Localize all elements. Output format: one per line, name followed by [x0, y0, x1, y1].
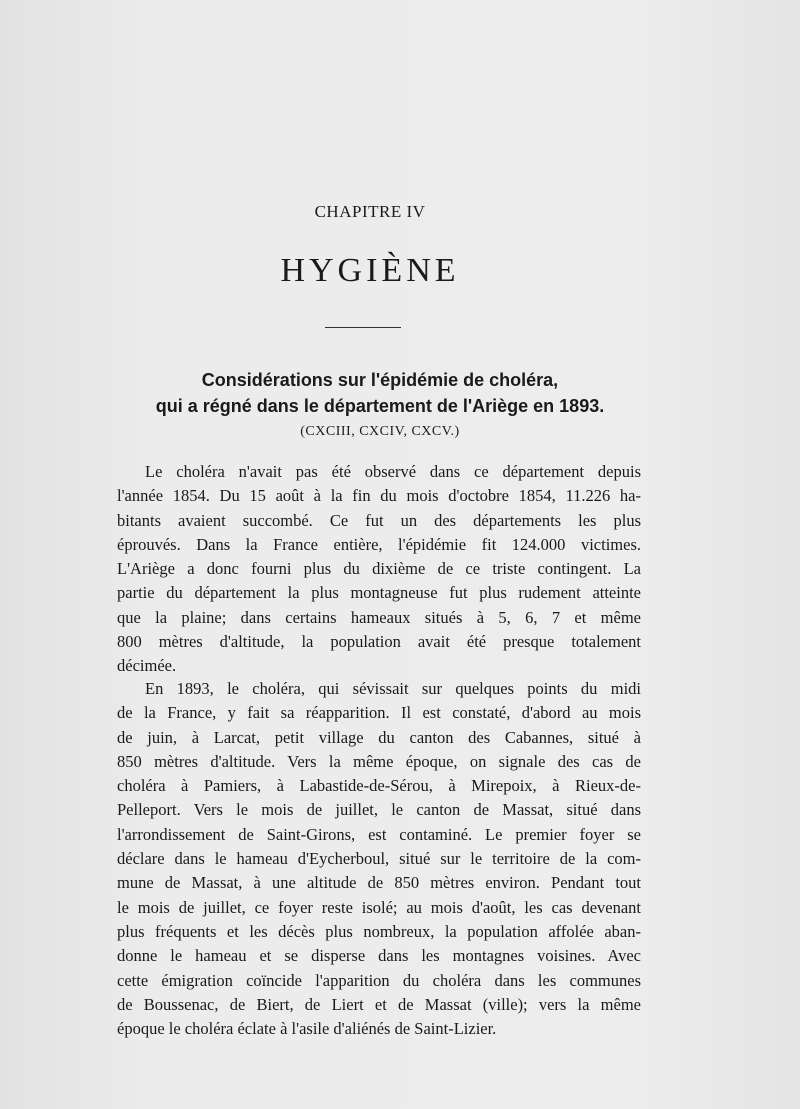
text-line: choléra à Pamiers, à Labastide-de-Sérou, à Mirepoix, à Rieux-de- [117, 776, 641, 796]
text-line: de Boussenac, de Biert, de Liert et de Massat (ville); vers la même [117, 994, 641, 1014]
text-line: 800 mètres d'altitude, la population avait été presque totalement [117, 632, 641, 652]
text-line: L'Ariège a donc fourni plus du dixième de ce triste contingent. La [117, 559, 641, 579]
title-divider [325, 327, 401, 328]
section-heading [120, 367, 640, 419]
text-line: donne le hameau et se disperse dans les montagnes voisines. Avec [117, 946, 641, 966]
section-references: (CXCIII, CXCIV, CXCV.) [300, 424, 460, 439]
text-line: En 1893, le choléra, qui sévissait sur quelques points du midi [145, 679, 641, 698]
paragraph-1 [117, 460, 641, 679]
text-line: Pelleport. Vers le mois de juillet, le canton de Massat, situé dans [117, 800, 641, 820]
text-line: de la France, y fait sa réapparition. Il est constaté, d'abord au mois [117, 703, 641, 723]
paragraph-2 [117, 677, 641, 1041]
section-heading-line-2: qui a régné dans le département de l'Ariège en 1893. [155, 396, 605, 416]
text-line: 850 mètres d'altitude. Vers la même époque, on signale des cas de [117, 751, 641, 771]
text-line: époque le choléra éclate à l'asile d'aliénés de Saint-Lizier. [117, 1019, 497, 1039]
text-line: Le choléra n'avait pas été observé dans ce département depuis [145, 462, 641, 481]
text-line: bitants avaient succombé. Ce fut un des départements les plus [117, 510, 641, 530]
chapter-title: HYGIÈNE [280, 252, 460, 289]
text-line: partie du département la plus montagneuse fut plus rudement atteinte [117, 583, 641, 603]
section-heading-line-1: Considérations sur l'épidémie de choléra, [201, 370, 559, 390]
text-line: mune de Massat, à une altitude de 850 mètres environ. Pendant tout [117, 873, 641, 893]
text-line: plus fréquents et les décès plus nombreux, la population affolée aban- [117, 921, 641, 941]
text-line: l'année 1854. Du 15 août à la fin du mois d'octobre 1854, 11.226 ha- [117, 486, 641, 506]
chapter-label: CHAPITRE IV [314, 202, 426, 221]
text-line: que la plaine; dans certains hameaux situés à 5, 6, 7 et même [117, 607, 641, 627]
text-line: le mois de juillet, ce foyer reste isolé; au mois d'août, les cas devenant [117, 897, 641, 917]
text-line: l'arrondissement de Saint-Girons, est contaminé. Le premier foyer se [117, 824, 641, 844]
text-line: de juin, à Larcat, petit village du canton des Cabannes, situé à [117, 727, 641, 747]
text-line: cette émigration coïncide l'apparition du choléra dans les communes [117, 970, 641, 990]
text-line: décimée. [117, 656, 177, 676]
text-line: éprouvés. Dans la France entière, l'épidémie fit 124.000 victimes. [117, 534, 641, 554]
text-line: déclare dans le hameau d'Eycherboul, situé sur le territoire de la com- [117, 849, 641, 869]
